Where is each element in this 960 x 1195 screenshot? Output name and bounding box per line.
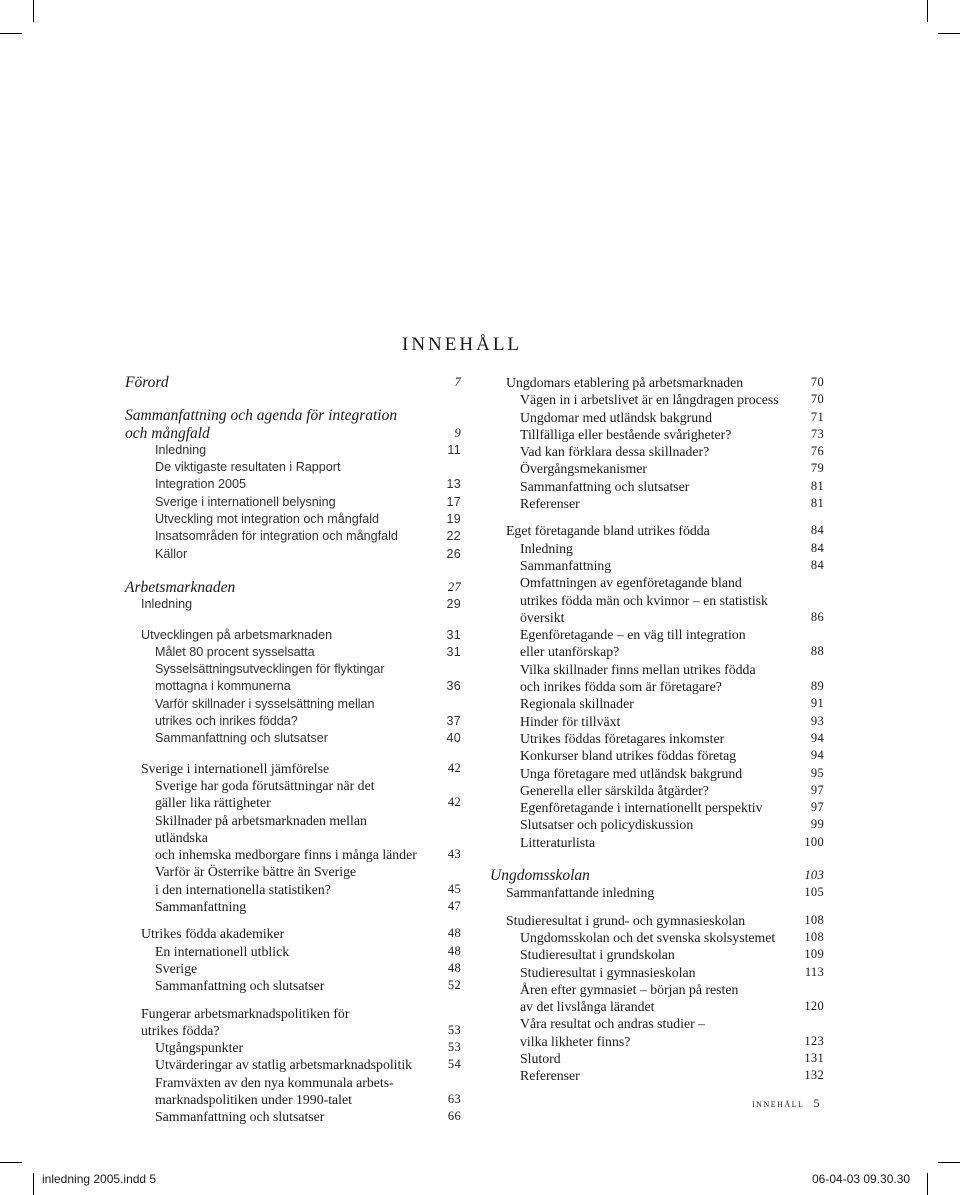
toc-entry-title: Sammanfattning och slutsatser	[155, 1109, 325, 1125]
toc-page-number: 109	[804, 947, 824, 962]
toc-page-number: 94	[810, 730, 824, 745]
toc-entry-line: i den internationella statistiken?	[155, 881, 331, 897]
toc-entry	[125, 596, 461, 613]
toc-entry	[125, 374, 461, 391]
toc-entry	[490, 409, 824, 426]
toc-entry-title: Inledning	[155, 442, 207, 457]
toc-entry-line: Sammanfattning och agenda för integration	[125, 407, 398, 425]
toc-entry-line: och mångfald	[125, 424, 210, 442]
toc-page-number: 76	[810, 444, 824, 459]
toc-entry	[125, 696, 461, 731]
toc-entry-title: Utveckling mot integration och mångfald	[155, 512, 380, 527]
toc-entry-title: Övergångsmekanismer	[520, 461, 647, 477]
toc-entry-title: Unga företagare med utländsk bakgrund	[520, 765, 743, 781]
toc-entry-line: utrikes födda män och kvinnor – en statistisk	[520, 592, 768, 608]
toc-page-number: 17	[446, 494, 461, 509]
toc-page-number: 63	[447, 1091, 461, 1106]
crop-mark	[938, 33, 960, 34]
toc-page-number: 131	[804, 1050, 824, 1065]
toc-entry-title: Tillfälliga eller bestående svårigheter?	[520, 426, 732, 442]
toc-page-number: 97	[810, 800, 824, 815]
toc-entry-title: Sammanfattning och slutsatser	[155, 978, 325, 994]
footer-timestamp: 06-04-03 09.30.30	[812, 1172, 911, 1186]
toc-entry-line: Vilka skillnader finns mellan utrikes födda	[520, 661, 756, 677]
toc-entry-title: Sammanfattning	[155, 899, 247, 915]
toc-page-number: 108	[804, 912, 824, 927]
toc-page-number: 42	[447, 795, 461, 810]
toc-entry-title: Målet 80 procent sysselsatta	[155, 644, 315, 659]
toc-entry	[490, 747, 824, 764]
crop-mark	[33, 0, 34, 22]
toc-entry-title: Utrikes födda akademiker	[141, 926, 285, 942]
toc-entry-title: Studieresultat i grund- och gymnasieskolan	[506, 912, 746, 928]
toc-page-number: 113	[804, 964, 824, 979]
toc-entry	[490, 867, 824, 884]
toc-page-number: 88	[810, 644, 824, 659]
toc-entry	[490, 460, 824, 477]
toc-page-number: 31	[446, 627, 461, 642]
toc-entry-title: Ungdomar med utländsk bakgrund	[520, 409, 712, 425]
toc-entry-title: Källor	[155, 546, 188, 561]
toc-entry	[490, 522, 824, 539]
toc-entry-line: mottagna i kommunerna	[155, 679, 291, 694]
toc-page-number: 54	[447, 1057, 461, 1072]
toc-page-number: 13	[446, 477, 461, 492]
folio-page-number: 5	[813, 1096, 821, 1110]
crop-mark	[33, 1173, 34, 1195]
toc-page-number: 40	[446, 731, 461, 746]
toc-page-number: 84	[810, 540, 824, 555]
toc-entry-title: Förord	[125, 374, 169, 391]
toc-page-number: 27	[447, 579, 461, 594]
toc-entry	[125, 407, 461, 442]
toc-entry	[490, 426, 824, 443]
toc-entry-title: Egenföretagande i internationellt perspektiv	[520, 800, 763, 816]
toc-entry-title: Arbetsmarknaden	[125, 578, 236, 596]
toc-entry-line: Framväxten av den nya kommunala arbets-	[155, 1074, 394, 1090]
toc-entry-line: Sverige har goda förutsättningar när det	[155, 777, 375, 793]
toc-entry-title: Inledning	[141, 597, 193, 612]
toc-entry-line: vilka likheter finns?	[520, 1033, 631, 1049]
toc-entry-title: Sverige	[155, 960, 198, 976]
toc-page-number: 36	[446, 679, 461, 694]
toc-entry-title	[125, 407, 421, 442]
toc-page-number: 48	[447, 943, 461, 958]
toc-entry-title	[155, 696, 421, 731]
toc-entry-title	[520, 661, 784, 696]
toc-entry-title: Inledning	[520, 540, 573, 556]
toc-entry	[490, 1067, 824, 1084]
toc-entry-title: Utvecklingen på arbetsmarknaden	[141, 627, 333, 642]
toc-page-number: 37	[446, 714, 461, 729]
toc-page-number: 71	[810, 409, 824, 424]
toc-entry	[125, 977, 461, 994]
toc-entry-line: av det livslånga lärandet	[520, 999, 655, 1015]
toc-page-number: 66	[447, 1109, 461, 1124]
toc-entry-title	[520, 626, 784, 661]
toc-entry	[490, 730, 824, 747]
toc-entry	[125, 511, 461, 528]
toc-entry-title: Konkurser bland utrikes föddas företag	[520, 748, 737, 764]
toc-entry-line: Integration 2005	[155, 477, 247, 492]
toc-entry-line: Omfattningen av egenföretagande bland	[520, 575, 742, 591]
toc-entry-line: Fungerar arbetsmarknadspolitiken för	[141, 1005, 350, 1021]
toc-page-number: 86	[810, 609, 824, 624]
toc-page-number: 108	[804, 929, 824, 944]
crop-mark	[927, 0, 928, 22]
toc-entry-line: Åren efter gymnasiet – början på resten	[520, 981, 739, 997]
toc-entry	[125, 459, 461, 494]
toc-entry	[490, 964, 824, 981]
toc-entry-title: Studieresultat i grundskolan	[520, 947, 675, 963]
toc-page-number: 89	[810, 679, 824, 694]
toc-entry-title: Sammanfattning och slutsatser	[520, 478, 690, 494]
toc-right-column	[490, 374, 824, 1085]
toc-entry	[125, 1074, 461, 1109]
toc-entry	[490, 713, 824, 730]
toc-entry-line: Egenföretagande – en väg till integration	[520, 627, 746, 643]
toc-page-number: 91	[810, 696, 824, 711]
toc-page-number: 11	[447, 442, 461, 457]
toc-entry	[490, 946, 824, 963]
toc-entry-title	[141, 1005, 421, 1040]
toc-entry-line: översikt	[520, 609, 565, 625]
toc-entry	[490, 391, 824, 408]
toc-page-number: 120	[804, 999, 824, 1014]
toc-entry	[490, 574, 824, 626]
toc-entry-line: eller utanförskap?	[520, 644, 620, 660]
toc-entry-line: utrikes och inrikes födda?	[155, 714, 298, 729]
toc-page-number: 53	[447, 1040, 461, 1055]
toc-entry	[125, 1005, 461, 1040]
toc-entry	[125, 494, 461, 511]
toc-entry	[125, 627, 461, 644]
toc-entry	[125, 579, 461, 596]
toc-entry	[125, 943, 461, 960]
toc-entry	[490, 1050, 824, 1067]
toc-entry-title	[520, 981, 784, 1016]
toc-page-number: 29	[446, 597, 461, 612]
toc-entry	[125, 960, 461, 977]
toc-page-number: 53	[447, 1022, 461, 1037]
toc-entry	[490, 912, 824, 929]
toc-page-number: 19	[446, 512, 461, 527]
toc-entry-title	[155, 1074, 421, 1109]
toc-entry	[125, 1108, 461, 1125]
toc-entry-title: Utgångspunkter	[155, 1040, 244, 1056]
toc-entry-line: Skillnader på arbetsmarknaden mellan utländska	[155, 812, 367, 845]
toc-entry-title: Slutord	[520, 1050, 561, 1066]
toc-entry-line: Varför är Österrike bättre än Sverige	[155, 864, 357, 880]
toc-page-number: 31	[446, 644, 461, 659]
toc-entry	[125, 442, 461, 459]
toc-page-number: 9	[454, 425, 461, 440]
toc-entry-title: En internationell utblick	[155, 943, 290, 959]
toc-entry-title: Ungdomsskolan och det svenska skolsystemet	[520, 929, 776, 945]
toc-page-number: 22	[446, 529, 461, 544]
toc-entry	[490, 834, 824, 851]
toc-entry	[125, 661, 461, 696]
toc-page-number: 70	[810, 375, 824, 389]
toc-entry-title: Litteraturlista	[520, 834, 596, 850]
toc-entry-title: Ungdomars etablering på arbetsmarknaden	[506, 375, 744, 390]
toc-entry-title	[155, 812, 421, 864]
toc-entry	[490, 478, 824, 495]
toc-entry-title: Sverige i internationell belysning	[155, 494, 336, 509]
toc-entry-title: Ungdomsskolan	[490, 867, 590, 885]
toc-entry	[490, 695, 824, 712]
toc-entry	[490, 799, 824, 816]
toc-entry	[490, 782, 824, 799]
toc-entry	[490, 765, 824, 782]
toc-entry-title	[155, 661, 421, 696]
toc-page-number: 73	[810, 426, 824, 441]
toc-page-number: 94	[810, 748, 824, 763]
toc-entry	[490, 374, 824, 391]
crop-mark	[938, 1162, 960, 1163]
page-title: innehåll	[402, 326, 523, 356]
toc-page-number: 70	[810, 392, 824, 407]
toc-entry-title: Sammanfattande inledning	[506, 885, 655, 901]
toc-page-number: 97	[810, 782, 824, 797]
toc-entry-line: Varför skillnader i sysselsättning mellan	[155, 696, 375, 711]
toc-entry	[125, 925, 461, 942]
toc-entry-title: Utvärderingar av statlig arbetsmarknadspolitik	[155, 1057, 413, 1073]
toc-entry	[125, 777, 461, 812]
toc-entry	[125, 730, 461, 747]
toc-page-number: 47	[447, 899, 461, 914]
toc-page-number: 43	[447, 847, 461, 862]
toc-entry-title: Referenser	[520, 1068, 580, 1084]
toc-entry-title: Regionala skillnader	[520, 696, 634, 712]
toc-entry-title: Vägen in i arbetslivet är en långdragen process	[520, 392, 779, 408]
toc-entry	[490, 981, 824, 1016]
toc-page-number: 7	[454, 375, 461, 389]
toc-entry-line: utrikes födda?	[141, 1022, 220, 1038]
toc-page-number: 79	[810, 461, 824, 476]
toc-entry	[125, 1056, 461, 1073]
toc-entry-title	[155, 863, 421, 898]
toc-entry-title: Eget företagande bland utrikes födda	[506, 523, 710, 539]
toc-page-number: 123	[804, 1033, 824, 1048]
toc-entry	[125, 528, 461, 545]
toc-entry-title	[520, 574, 784, 626]
toc-entry	[490, 929, 824, 946]
toc-entry	[490, 884, 824, 901]
toc-entry	[125, 898, 461, 915]
toc-entry-line: och inrikes födda som är företagare?	[520, 679, 722, 695]
toc-page-number: 103	[804, 868, 824, 883]
toc-page-number: 26	[446, 546, 461, 561]
toc-entry-line: marknadspolitiken under 1990-talet	[155, 1091, 352, 1107]
toc-page-number: 84	[810, 523, 824, 538]
toc-page-number: 48	[447, 926, 461, 941]
toc-page-number: 84	[810, 557, 824, 572]
toc-entry-title: Sverige i internationell jämförelse	[141, 760, 330, 776]
toc-entry	[125, 1039, 461, 1056]
toc-entry	[490, 626, 824, 661]
toc-entry	[490, 816, 824, 833]
toc-page-number: 93	[810, 713, 824, 728]
toc-entry-title: Sammanfattning och slutsatser	[155, 731, 328, 746]
crop-mark	[0, 1162, 22, 1163]
toc-left-column	[125, 374, 461, 1126]
toc-entry	[125, 812, 461, 864]
toc-entry	[490, 661, 824, 696]
toc-entry-title	[520, 1015, 784, 1050]
toc-page-number: 95	[810, 765, 824, 780]
toc-entry-line: De viktigaste resultaten i Rapport	[155, 460, 341, 475]
folio-label: innehåll	[752, 1096, 805, 1110]
page-folio	[752, 1096, 821, 1111]
toc-page-number: 52	[447, 978, 461, 993]
toc-entry-title: Hinder för tillväxt	[520, 713, 621, 729]
toc-entry-title: Generella eller särskilda åtgärder?	[520, 782, 709, 798]
toc-entry-line: gäller lika rättigheter	[155, 795, 271, 811]
toc-entry	[125, 760, 461, 777]
toc-page-number: 48	[447, 960, 461, 975]
toc-entry-title: Slutsatser och policydiskussion	[520, 817, 694, 833]
crop-mark	[0, 33, 22, 34]
toc-page-number: 81	[810, 478, 824, 493]
toc-entry-title: Vad kan förklara dessa skillnader?	[520, 444, 710, 460]
toc-page-number: 105	[804, 885, 824, 900]
crop-mark	[927, 1173, 928, 1195]
toc-entry-title	[155, 777, 421, 812]
toc-entry	[490, 443, 824, 460]
toc-entry-title	[155, 459, 421, 494]
toc-page-number: 132	[804, 1068, 824, 1083]
footer-filename: inledning 2005.indd 5	[42, 1172, 157, 1186]
toc-entry-line: Våra resultat och andras studier –	[520, 1016, 706, 1032]
toc-entry-title: Utrikes föddas företagares inkomster	[520, 730, 725, 746]
toc-entry-line: och inhemska medborgare finns i många länder	[155, 847, 417, 863]
toc-entry-title: Insatsområden för integration och mångfald	[155, 529, 398, 544]
toc-entry-title: Referenser	[520, 496, 580, 512]
toc-page-number: 42	[447, 760, 461, 775]
toc-entry	[125, 863, 461, 898]
toc-entry	[125, 546, 461, 563]
toc-entry	[125, 644, 461, 661]
toc-entry-title: Sammanfattning	[520, 557, 612, 573]
toc-entry	[490, 540, 824, 557]
toc-page-number: 100	[804, 834, 824, 849]
toc-entry-line: Sysselsättningsutvecklingen för flyktingar	[155, 662, 385, 677]
toc-page-number: 45	[447, 881, 461, 896]
toc-entry-title: Studieresultat i gymnasieskolan	[520, 964, 696, 980]
toc-entry	[490, 1015, 824, 1050]
toc-page-number: 99	[810, 817, 824, 832]
toc-entry	[490, 495, 824, 512]
toc-entry	[490, 557, 824, 574]
toc-page-number: 81	[810, 496, 824, 511]
